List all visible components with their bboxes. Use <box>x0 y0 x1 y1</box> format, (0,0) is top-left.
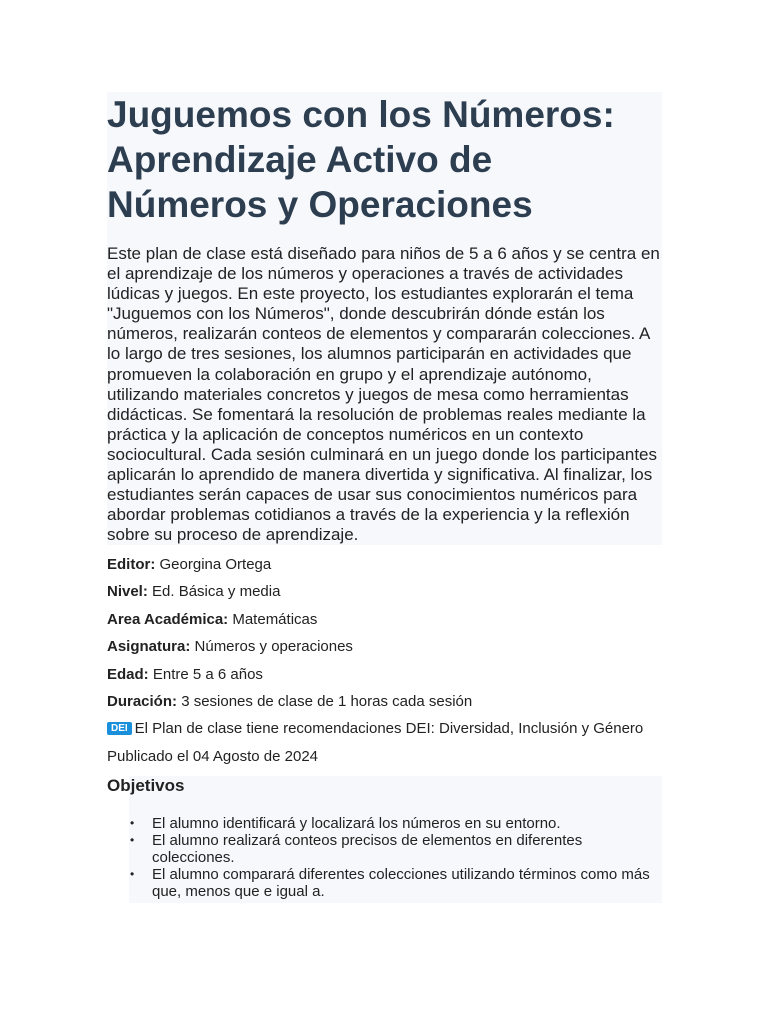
meta-dei-text: El Plan de clase tiene recomendaciones DEI: Diversidad, Inclusión y Género <box>134 720 644 737</box>
objectives-list <box>130 815 657 900</box>
dei-badge: DEI <box>107 722 132 735</box>
bullet-icon: • <box>130 867 135 881</box>
list-item <box>130 832 657 866</box>
meta-asignatura <box>107 638 353 656</box>
page-title: Juguemos con los Números: Aprendizaje Activo de Números y Operaciones <box>107 94 615 225</box>
meta-asignatura-label: Asignatura: <box>107 638 191 655</box>
published-date: Publicado el 04 Agosto de 2024 <box>107 748 319 765</box>
meta-nivel-value: Ed. Básica y media <box>152 583 281 600</box>
bullet-icon: • <box>130 816 135 830</box>
meta-edad <box>107 666 263 684</box>
meta-area-value: Matemáticas <box>232 611 318 628</box>
objective-text: El alumno comparará diferentes colecciones utilizando términos como más que, menos que e igual a. <box>152 866 650 900</box>
list-item <box>130 815 657 832</box>
list-item <box>130 866 657 900</box>
meta-editor-label: Editor: <box>107 556 156 573</box>
objectives-heading: Objetivos <box>107 776 185 795</box>
meta-area-label: Area Académica: <box>107 611 229 628</box>
meta-duracion-label: Duración: <box>107 693 178 710</box>
meta-asignatura-value: Números y operaciones <box>194 638 353 655</box>
meta-nivel <box>107 583 280 601</box>
objective-text: El alumno identificará y localizará los números en su entorno. <box>152 815 561 832</box>
meta-area <box>107 611 317 629</box>
lesson-summary: Este plan de clase está diseñado para niños de 5 a 6 años y se centra en el aprendizaje de los números y operaciones a través de actividades lúdicas y juegos. En este proyecto, los estudiantes explorarán el tema "Juguemos con los Números", donde descubrirán dónde están los números, realizarán conteos de elementos y compararán colecciones. A lo largo de tres sesiones, los alumnos participarán en actividades que promueven la colaboración en grupo y el aprendizaje autónomo, utilizando materiales concretos y juegos de mesa como herramientas didácticas. Se fomentará la resolución de problemas reales mediante la práctica y la aplicación de conceptos numéricos en un contexto sociocultural. Cada sesión culminará en un juego donde los participantes aplicarán lo aprendido de manera divertida y significativa. Al finalizar, los estudiantes serán capaces de usar sus conocimientos numéricos para abordar problemas cotidianos a través de la experiencia y la reflexión sobre su proceso de aprendizaje. <box>107 244 660 545</box>
meta-editor <box>107 556 271 574</box>
meta-duracion-value: 3 sesiones de clase de 1 horas cada sesión <box>181 693 473 710</box>
objective-text: El alumno realizará conteos precisos de elementos en diferentes colecciones. <box>152 832 583 866</box>
bullet-icon: • <box>130 833 135 847</box>
meta-dei <box>107 720 643 738</box>
meta-edad-value: Entre 5 a 6 años <box>152 666 263 683</box>
meta-editor-value: Georgina Ortega <box>159 556 272 573</box>
meta-duracion <box>107 693 472 711</box>
meta-nivel-label: Nivel: <box>107 583 148 600</box>
meta-edad-label: Edad: <box>107 666 149 683</box>
